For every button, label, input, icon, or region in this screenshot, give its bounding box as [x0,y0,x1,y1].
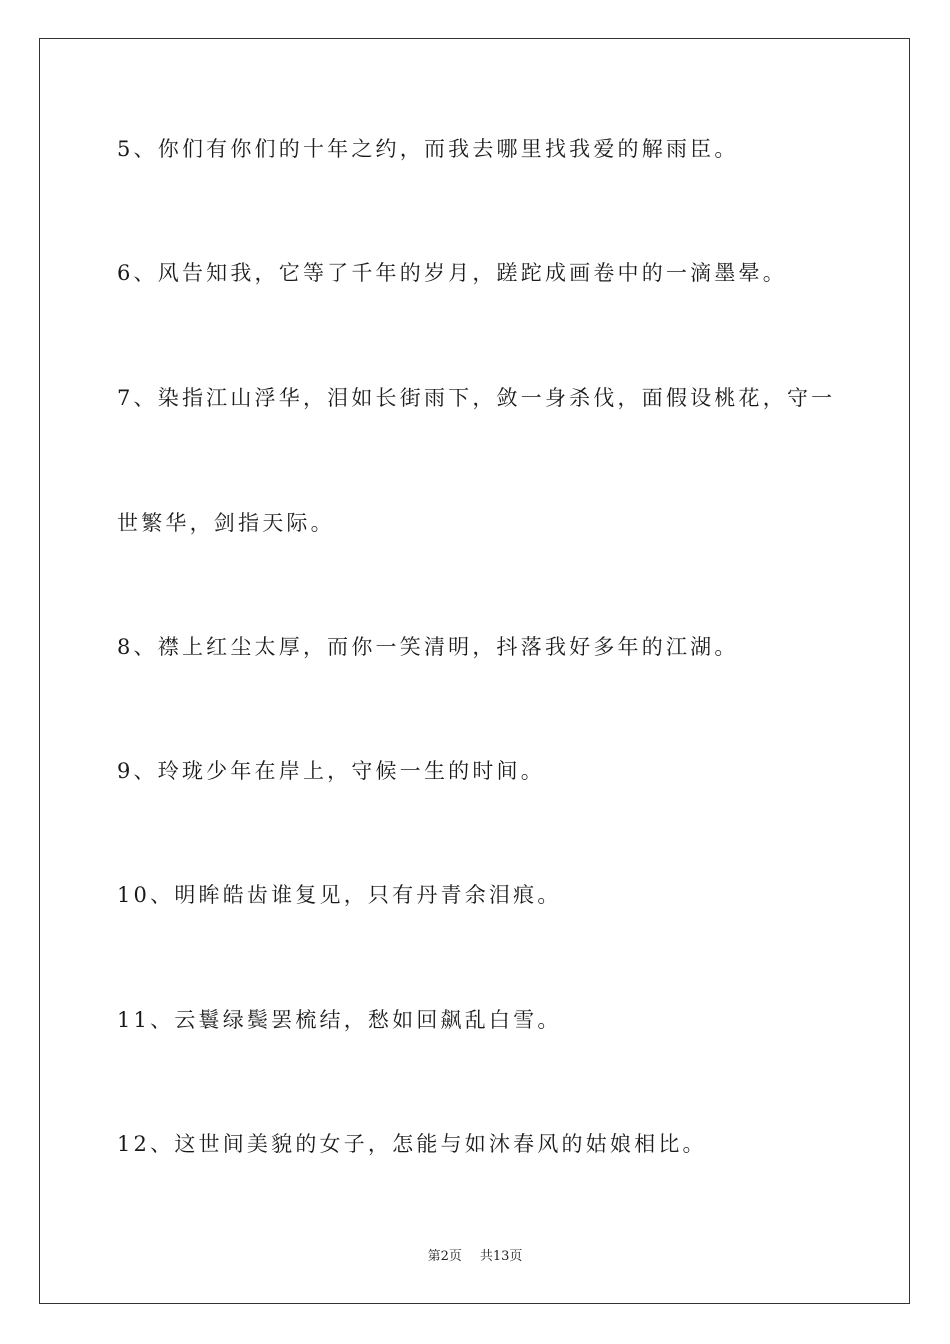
page-total: 共13页 [479,1249,523,1264]
text-line: 6、风告知我，它等了千年的岁月，蹉跎成画卷中的一滴墨晕。 [117,261,787,285]
page-frame [39,38,910,1304]
text-line: 7、染指江山浮华，泪如长街雨下，敛一身杀伐，面假设桃花，守一 [117,386,836,410]
text-line: 5、你们有你们的十年之约，而我去哪里找我爱的解雨臣。 [117,137,739,161]
text-line: 12、这世间美貌的女子，怎能与如沐春风的姑娘相比。 [117,1132,707,1156]
text-line: 10、明眸皓齿谁复见，只有丹青余泪痕。 [117,883,562,907]
page-footer [0,1250,950,1263]
text-line: 11、云鬟绿鬓罢梳结，愁如回飙乱白雪。 [117,1008,562,1032]
text-line: 世繁华，剑指天际。 [117,511,335,535]
text-line: 8、襟上红尘太厚，而你一笑清明，抖落我好多年的江湖。 [117,635,739,659]
page-number: 第2页 [427,1249,462,1264]
text-line: 9、玲珑少年在岸上，守候一生的时间。 [117,759,545,783]
